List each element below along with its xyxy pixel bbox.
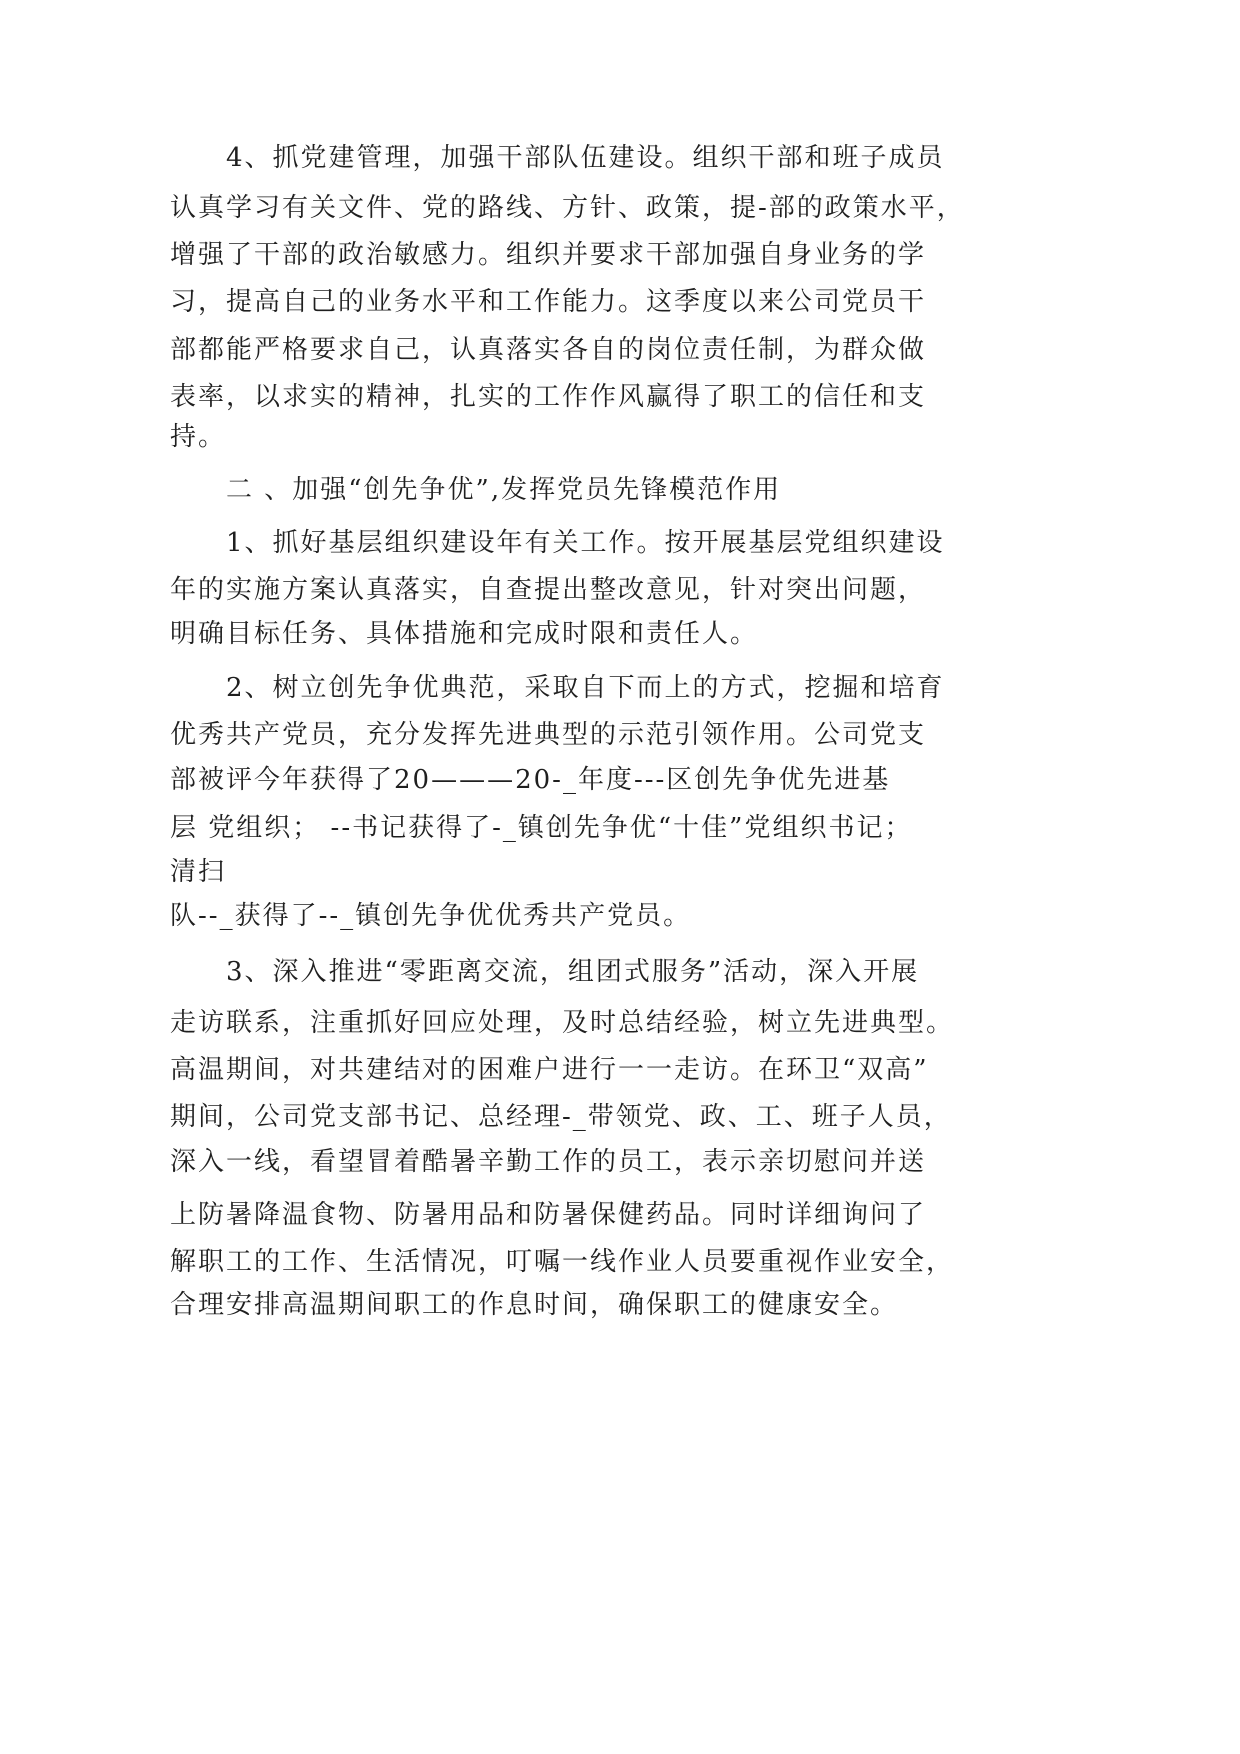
text-line: 年的实施方案认真落实，自查提出整改意见，针对突出问题， bbox=[170, 575, 927, 605]
text-line: 2、树立创先争优典范，采取自下而上的方式，挖掘和培育 bbox=[226, 673, 945, 703]
text-line: 增强了干部的政治敏感力。组织并要求干部加强自身业务的学 bbox=[170, 240, 927, 270]
text-line: 队--_获得了--_镇创先争优优秀共产党员。 bbox=[170, 901, 692, 931]
text-line: 解职工的工作、生活情况，叮嘱一线作业人员要重视作业安全， bbox=[170, 1247, 955, 1277]
text-line: 上防暑降温食物、防暑用品和防暑保健药品。同时详细询问了 bbox=[170, 1200, 927, 1230]
text-line: 走访联系，注重抓好回应处理，及时总结经验，树立先进典型。 bbox=[170, 1008, 955, 1038]
text-line: 清扫 bbox=[170, 857, 227, 887]
text-line: 层 党组织； --书记获得了-_镇创先争优“十佳”党组织书记； bbox=[170, 813, 913, 843]
text-line: 持。 bbox=[170, 422, 227, 452]
text-line: 4、抓党建管理，加强干部队伍建设。组织干部和班子成员 bbox=[226, 143, 945, 173]
text-line: 期间，公司党支部书记、总经理-_带领党、政、工、班子人员， bbox=[170, 1102, 952, 1132]
text-line: 认真学习有关文件、党的路线、方针、政策，提-部的政策水平， bbox=[170, 193, 965, 223]
text-line: 部被评今年获得了20———20-_年度---区创先争优先进基 bbox=[170, 765, 891, 795]
text-line: 高温期间，对共建结对的困难户进行一一走访。在环卫“双高” bbox=[170, 1055, 929, 1085]
section-heading-text: 二 、加强“创先争优”,发挥党员先锋模范作用 bbox=[226, 475, 782, 505]
text-line: 合理安排高温期间职工的作息时间，确保职工的健康安全。 bbox=[170, 1290, 899, 1320]
text-line: 表率，以求实的精神，扎实的工作作风赢得了职工的信任和支 bbox=[170, 382, 927, 412]
text-line: 1、抓好基层组织建设年有关工作。按开展基层党组织建设 bbox=[226, 528, 945, 558]
text-line: 深入一线，看望冒着酷暑辛勤工作的员工，表示亲切慰问并送 bbox=[170, 1147, 927, 1177]
text-line: 部都能严格要求自己，认真落实各自的岗位责任制，为群众做 bbox=[170, 335, 927, 365]
text-line: 3、深入推进“零距离交流，组团式服务”活动，深入开展 bbox=[226, 957, 920, 987]
text-line: 优秀共产党员，充分发挥先进典型的示范引领作用。公司党支 bbox=[170, 720, 927, 750]
text-line: 习，提高自己的业务水平和工作能力。这季度以来公司党员干 bbox=[170, 287, 927, 317]
text-line: 明确目标任务、具体措施和完成时限和责任人。 bbox=[170, 619, 759, 649]
